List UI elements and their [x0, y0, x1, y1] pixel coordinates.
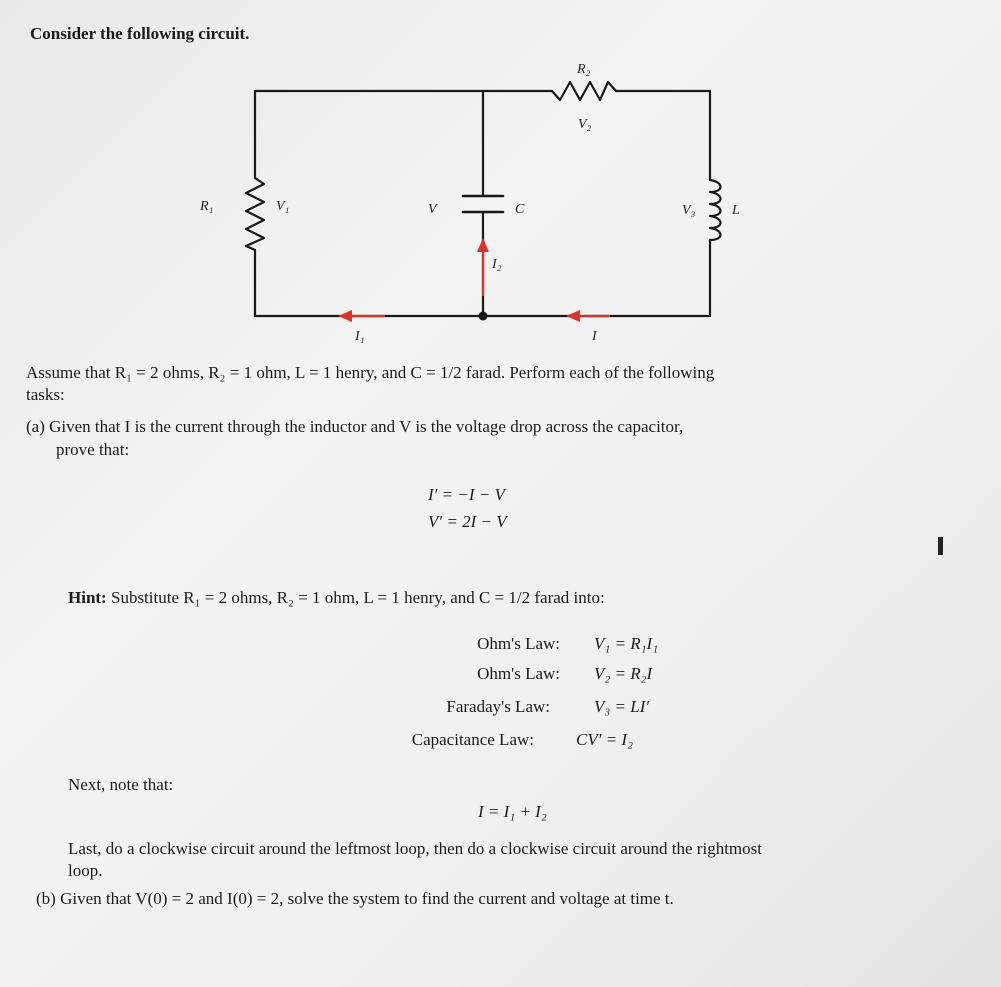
arrow-i-head	[566, 310, 580, 322]
law-formula-1: V₁ = R₁I₁	[594, 634, 659, 653]
law-formula-3: V₃ = LI′	[594, 697, 650, 716]
current-sum-equation: I = I₁ + I₂	[478, 802, 547, 821]
label-i1: I₁	[355, 329, 365, 344]
label-c: C	[515, 202, 525, 217]
arrow-i2-head	[477, 238, 489, 252]
law-formula-2: V₂ = R₂I	[594, 664, 653, 683]
part-a-line-1: (a) Given that I is the current through the inductor and V is the voltage drop across the capacitor,	[26, 417, 684, 436]
resistor-r1	[246, 178, 264, 250]
label-v1: V₁	[276, 199, 290, 214]
label-l: L	[732, 203, 740, 218]
resistor-r2	[552, 82, 616, 100]
equation-v-prime: V′ = 2I − V	[428, 512, 507, 531]
label-r1: R₁	[200, 199, 214, 214]
circuit-diagram	[0, 0, 1001, 360]
next-note: Next, note that:	[68, 775, 174, 794]
label-i: I	[592, 329, 597, 344]
label-r2: R₂	[577, 62, 591, 77]
text-cursor	[938, 537, 943, 555]
part-a-line-2: prove that:	[56, 440, 130, 459]
arrow-i1-head	[338, 310, 352, 322]
last-line-2: loop.	[68, 861, 103, 880]
part-b: (b) Given that V(0) = 2 and I(0) = 2, solve the system to find the current and voltage at time t.	[36, 889, 674, 908]
junction-dot	[479, 312, 488, 321]
equation-i-prime: I′ = −I − V	[428, 485, 505, 504]
hint-line	[68, 587, 605, 609]
last-line-1: Last, do a clockwise circuit around the leftmost loop, then do a clockwise circuit around the rightmost	[68, 839, 762, 858]
law-name-2: Ohm's Law:	[477, 664, 560, 683]
law-name-1: Ohm's Law:	[477, 634, 560, 653]
law-name-4: Capacitance Law:	[411, 730, 534, 749]
hint-label: Hint:	[68, 588, 107, 607]
label-v2: V₂	[578, 117, 592, 132]
assume-line-2: tasks:	[26, 385, 65, 404]
problem-intro: Consider the following circuit.	[30, 24, 250, 43]
law-name-3: Faraday's Law:	[446, 697, 550, 716]
label-i2: I₂	[492, 257, 502, 272]
hint-text: Substitute R₁ = 2 ohms, R₂ = 1 ohm, L = 1 henry, and C = 1/2 farad into:	[106, 588, 605, 607]
assume-line-1: Assume that R₁ = 2 ohms, R₂ = 1 ohm, L = 1 henry, and C = 1/2 farad. Perform each of the following	[26, 363, 715, 382]
inductor-l	[710, 180, 721, 240]
law-formula-4: CV′ = I₂	[576, 730, 633, 749]
label-v3: V₃	[682, 203, 696, 218]
capacitor-plates	[463, 196, 503, 212]
label-v: V	[428, 202, 437, 217]
